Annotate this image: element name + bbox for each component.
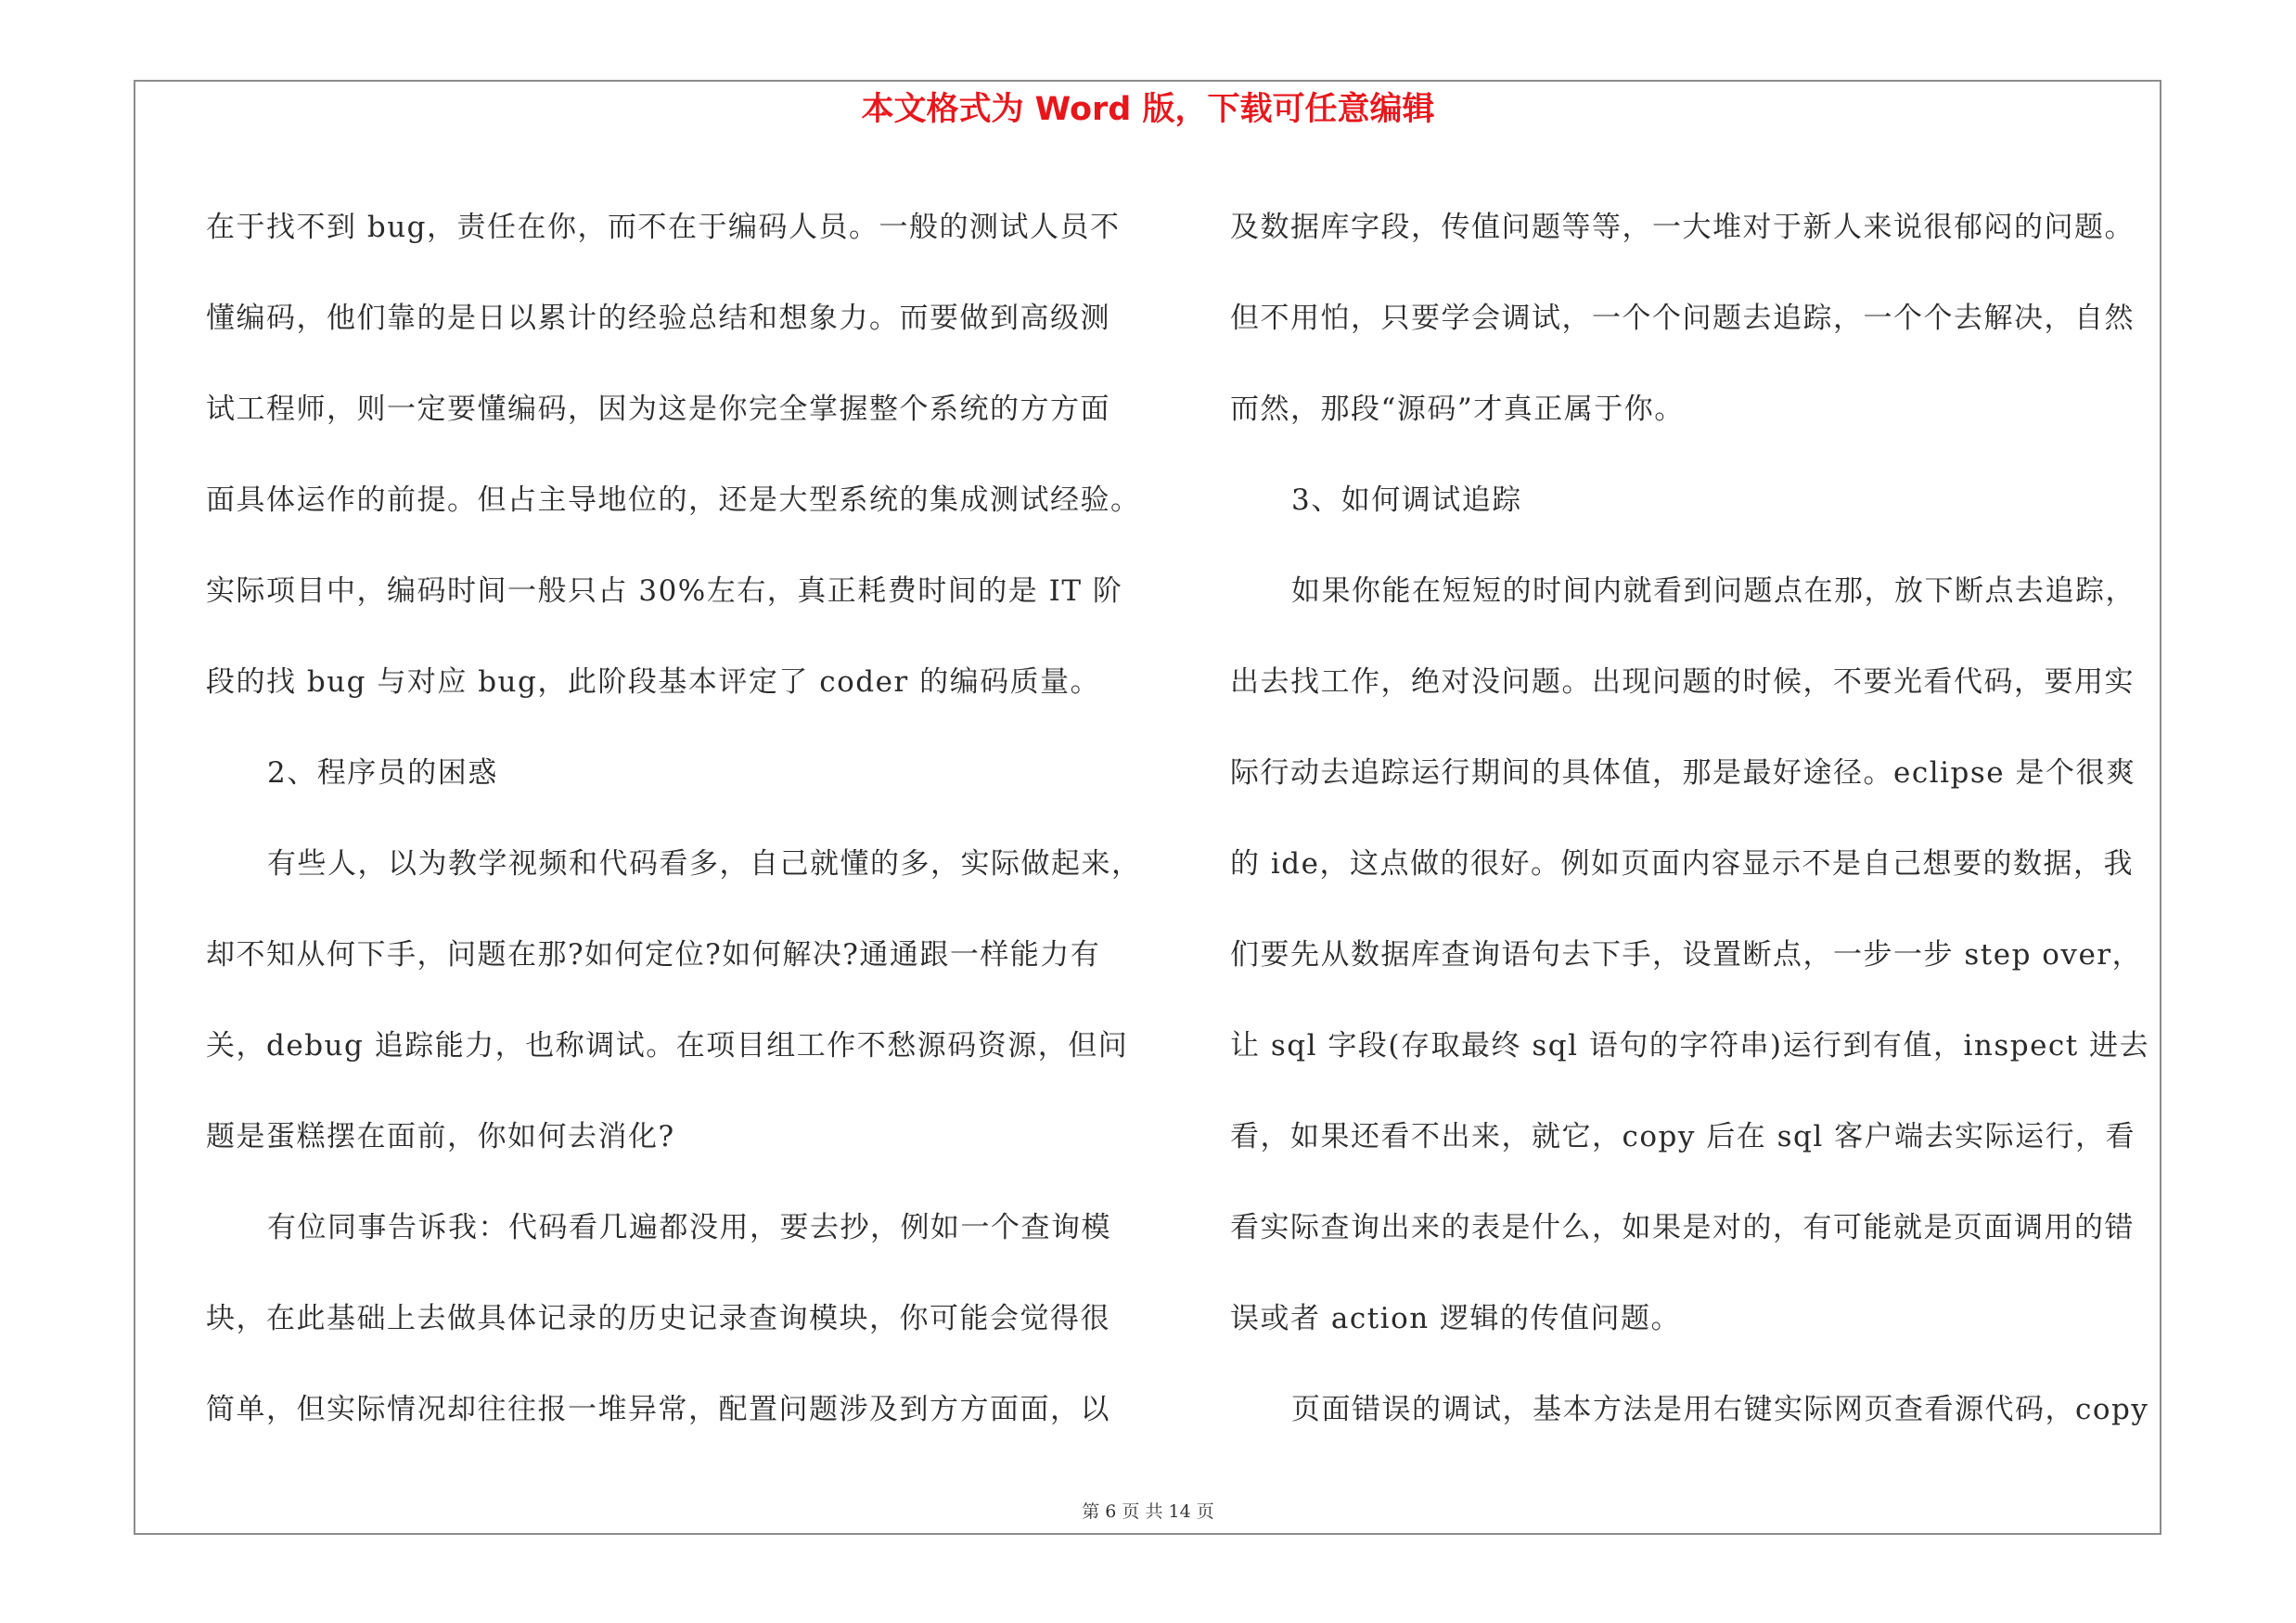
text-line: 而然，那段“源码”才真正属于你。 bbox=[1230, 393, 1685, 426]
text-line: 看，如果还看不出来，就它，copy 后在 sql 客户端去实际运行，看 bbox=[1230, 1120, 2136, 1153]
text-line: 关，debug 追踪能力，也称调试。在项目组工作不愁源码资源，但问 bbox=[206, 1029, 1129, 1063]
text-line: 题是蛋糕摆在面前，你如何去消化? bbox=[206, 1120, 675, 1153]
right-text-column bbox=[1230, 182, 2167, 1455]
text-line: 如果你能在短短的时间内就看到问题点在那，放下断点去追踪， bbox=[1291, 574, 2136, 608]
text-line: 懂编码，他们靠的是日以累计的经验总结和想象力。而要做到高级测 bbox=[206, 302, 1110, 335]
section-heading: 3、如何调试追踪 bbox=[1291, 483, 1522, 517]
text-line: 的 ide，这点做的很好。例如页面内容显示不是自己想要的数据，我 bbox=[1230, 847, 2134, 881]
text-line: 让 sql 字段(存取最终 sql 语句的字符串)运行到有值，inspect 进去 bbox=[1230, 1029, 2150, 1063]
text-line: 段的找 bug 与对应 bug，此阶段基本评定了 coder 的编码质量。 bbox=[206, 665, 1101, 699]
text-line: 页面错误的调试，基本方法是用右键实际网页查看源代码，copy bbox=[1291, 1393, 2149, 1426]
text-line: 试工程师，则一定要懂编码，因为这是你完全掌握整个系统的方方面 bbox=[206, 393, 1110, 426]
word-format-banner: 本文格式为 Word 版，下载可任意编辑 bbox=[861, 91, 1435, 128]
page-number-footer: 第 6 页 共 14 页 bbox=[1082, 1501, 1214, 1522]
text-line: 但不用怕，只要学会调试，一个个问题去追踪，一个个去解决，自然 bbox=[1230, 302, 2135, 335]
text-line: 简单，但实际情况却往往报一堆异常，配置问题涉及到方方面面，以 bbox=[206, 1393, 1110, 1426]
text-line: 面具体运作的前提。但占主导地位的，还是大型系统的集成测试经验。 bbox=[206, 483, 1141, 517]
text-line: 实际项目中，编码时间一般只占 30%左右，真正耗费时间的是 IT 阶 bbox=[206, 574, 1123, 608]
text-line: 及数据库字段，传值问题等等，一大堆对于新人来说很郁闷的问题。 bbox=[1230, 211, 2135, 244]
text-line: 看实际查询出来的表是什么，如果是对的，有可能就是页面调用的错 bbox=[1230, 1211, 2135, 1244]
text-line: 有位同事告诉我：代码看几遍都没用，要去抄，例如一个查询模 bbox=[267, 1211, 1111, 1244]
text-line: 们要先从数据库查询语句去下手，设置断点，一步一步 step over， bbox=[1230, 938, 2143, 972]
text-line: 际行动去追踪运行期间的具体值，那是最好途径。eclipse 是个很爽 bbox=[1230, 756, 2136, 790]
text-line: 却不知从何下手，问题在那?如何定位?如何解决?通通跟一样能力有 bbox=[206, 938, 1101, 972]
text-line: 块，在此基础上去做具体记录的历史记录查询模块，你可能会觉得很 bbox=[206, 1302, 1110, 1335]
left-text-column bbox=[206, 182, 1142, 1455]
text-line: 在于找不到 bug，责任在你，而不在于编码人员。一般的测试人员不 bbox=[206, 211, 1121, 244]
text-line: 出去找工作，绝对没问题。出现问题的时候，不要光看代码，要用实 bbox=[1230, 665, 2135, 699]
text-line: 误或者 action 逻辑的传值问题。 bbox=[1230, 1302, 1682, 1335]
text-line: 有些人，以为教学视频和代码看多，自己就懂的多，实际做起来， bbox=[267, 847, 1142, 881]
section-heading: 2、程序员的困惑 bbox=[267, 756, 498, 790]
